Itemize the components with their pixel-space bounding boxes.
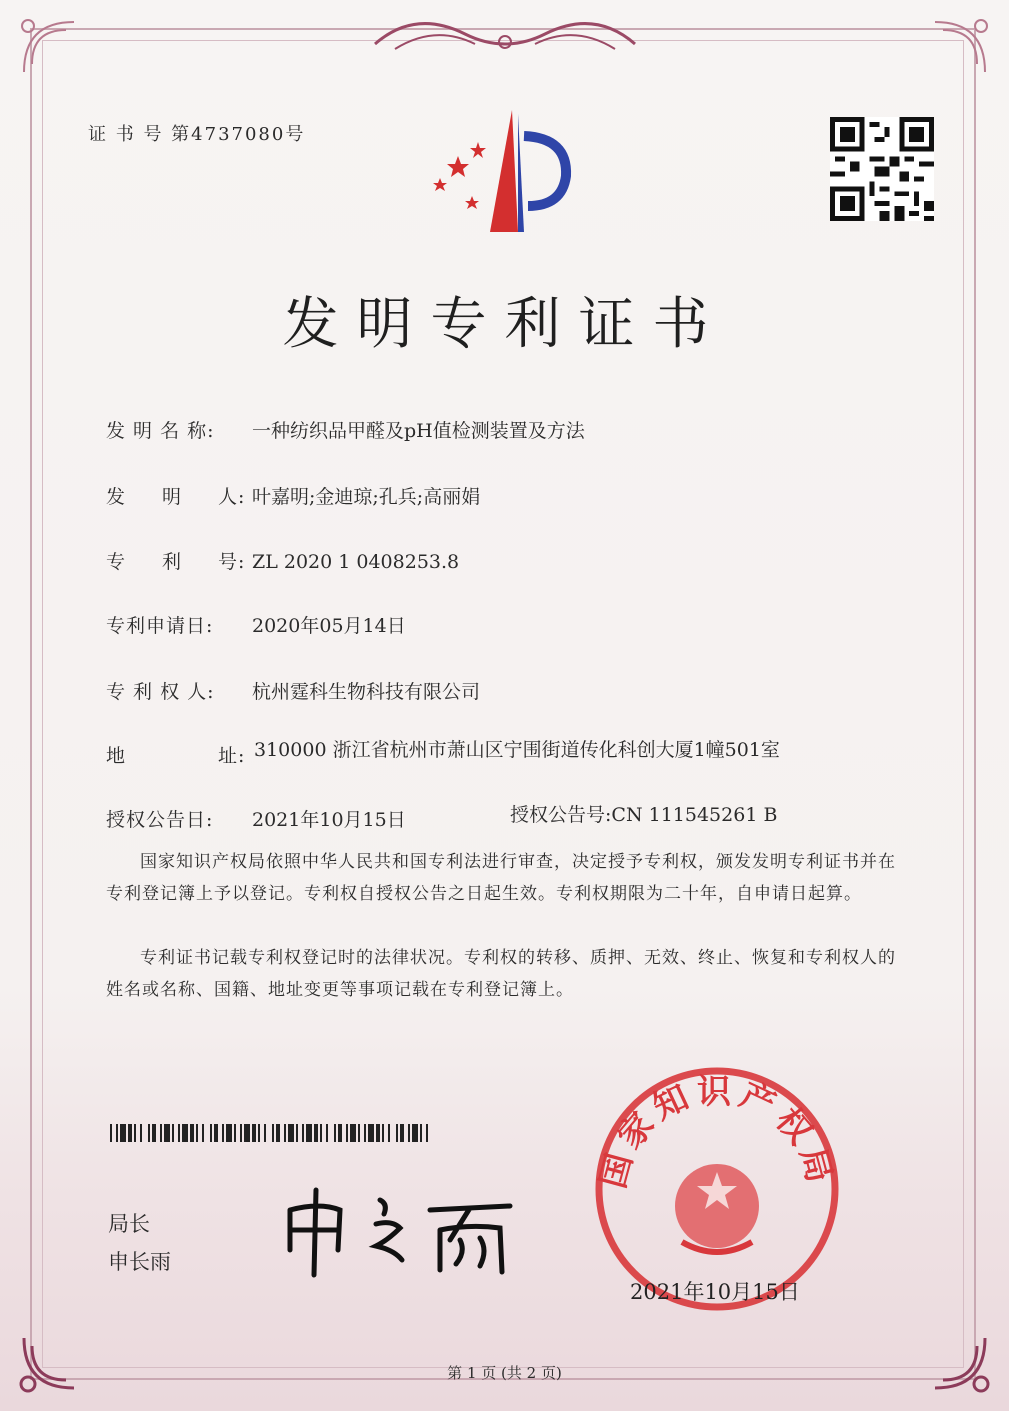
page-number: 第 1 页 (共 2 页)	[447, 1364, 562, 1382]
certificate-title: 发明专利证书	[282, 292, 727, 357]
invention-name-label: 发 明 名 称:	[106, 420, 215, 442]
inventors-value: 叶嘉明;金迪琼;孔兵;高丽娟	[252, 486, 481, 508]
address-label-colon: :	[238, 745, 246, 767]
patentee-row	[106, 677, 480, 704]
patent-number-label-char: 利	[161, 551, 182, 573]
address-label-char: 址	[217, 745, 238, 767]
top-ornament	[355, 4, 655, 64]
patent-number-label-char: 号	[217, 551, 238, 573]
inventors-label-colon: :	[238, 486, 246, 508]
grant-date-row	[106, 805, 406, 832]
inventors-label-char: 发	[106, 486, 127, 508]
patent-number-value: ZL 2020 1 0408253.8	[252, 551, 460, 573]
invention-name-value: 一种纺织品甲醛及pH值检测装置及方法	[252, 420, 585, 442]
seal-date: 2021年10月15日	[630, 1280, 800, 1304]
patentee-value: 杭州霆科生物科技有限公司	[252, 681, 481, 703]
director-title: 局长	[108, 1212, 150, 1236]
corner-ornament-top-left	[14, 12, 84, 82]
grant-pub-no-value: CN 111545261 B	[611, 804, 778, 826]
certificate-number: 证 书 号 第4737080号	[88, 124, 306, 145]
application-date-row	[106, 611, 406, 638]
address-label-row	[106, 741, 252, 768]
patent-number-label-char: 专	[106, 551, 127, 573]
address-value: 310000 浙江省杭州市萧山区宁围街道传化科创大厦1幢501室	[254, 739, 780, 761]
corner-ornament-top-right	[925, 12, 995, 82]
inventors-label-char: 明	[161, 486, 182, 508]
grant-date-value: 2021年10月15日	[252, 809, 406, 831]
grant-pub-no-row	[510, 800, 777, 827]
patent-number-row	[106, 547, 459, 574]
application-date-label: 专利申请日:	[106, 615, 214, 637]
barcode	[110, 1124, 428, 1142]
inventors-label-char: 人	[217, 486, 238, 508]
invention-name-row	[106, 416, 585, 443]
address-label-char: 地	[106, 745, 127, 767]
application-date-value: 2020年05月14日	[252, 615, 406, 637]
qr-code	[830, 117, 934, 221]
legal-paragraph-2: 专利证书记载专利权登记时的法律状况。专利权的转移、质押、无效、终止、恢复和专利权人的姓名或名称、国籍、地址变更等事项记载在专利登记簿上。	[106, 948, 896, 1000]
legal-paragraph-1: 国家知识产权局依照中华人民共和国专利法进行审查，决定授予专利权，颁发发明专利证书并在专利登记簿上予以登记。专利权自授权公告之日起生效。专利权期限为二十年，自申请日起算。	[106, 852, 896, 904]
director-signature	[280, 1180, 520, 1280]
cnipa-logo	[428, 106, 588, 236]
grant-pub-no-label: 授权公告号:	[510, 804, 612, 826]
inventors-row	[106, 482, 480, 509]
grant-date-label: 授权公告日:	[106, 809, 214, 831]
patentee-label: 专 利 权 人:	[106, 681, 215, 703]
director-name: 申长雨	[108, 1250, 171, 1274]
patent-number-label-colon: :	[238, 551, 246, 573]
seal-text: 国家知识产权局	[593, 1071, 841, 1193]
